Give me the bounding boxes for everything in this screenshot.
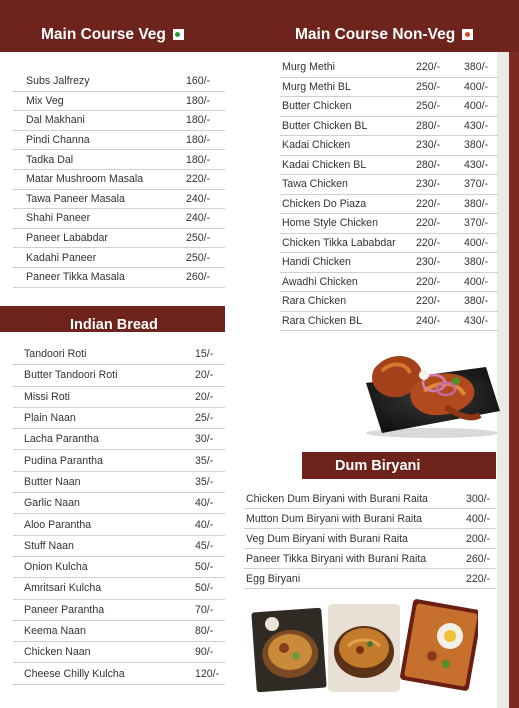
- item-price: 20/-: [195, 369, 214, 382]
- bread-menu-row: [13, 450, 225, 471]
- item-price: 260/-: [186, 271, 211, 284]
- biryani-menu-list: [244, 489, 496, 589]
- item-price: 400/-: [464, 275, 489, 288]
- veg-menu-row: [13, 248, 225, 268]
- item-price: 240/-: [186, 192, 211, 205]
- veg-section-title: [41, 26, 184, 44]
- item-price: 230/-: [416, 256, 441, 269]
- item-price: 430/-: [464, 314, 489, 327]
- biryani-photo-2: [328, 604, 400, 692]
- item-name: Cheese Chilly Kulcha: [24, 667, 125, 680]
- item-name: Butter Tandoori Roti: [24, 369, 118, 382]
- item-price: 160/-: [186, 75, 211, 88]
- veg-menu-row: [13, 92, 225, 112]
- item-price: 370/-: [464, 217, 489, 230]
- item-price: 380/-: [464, 139, 489, 152]
- item-price: 40/-: [195, 497, 214, 510]
- biryani-menu-row: [244, 549, 496, 569]
- item-price: 230/-: [416, 139, 441, 152]
- nonveg-menu-row: [280, 97, 498, 117]
- item-price: 220/-: [416, 275, 441, 288]
- bread-menu-row: [13, 387, 225, 408]
- item-name: Aloo Parantha: [24, 518, 92, 531]
- nonveg-section-title: [295, 26, 473, 44]
- veg-menu-row: [13, 150, 225, 170]
- item-price: 220/-: [416, 236, 441, 249]
- bread-menu-row: [13, 557, 225, 578]
- nonveg-menu-list: [280, 58, 498, 331]
- item-price: 220/-: [466, 572, 491, 585]
- bread-menu-row: [13, 514, 225, 535]
- item-price: 380/-: [464, 295, 489, 308]
- item-name: Paneer Tikka Biryani with Burani Raita: [246, 552, 427, 565]
- bread-menu-list: [13, 344, 225, 685]
- item-name: Dal Makhani: [26, 114, 85, 127]
- item-name: Veg Dum Biryani with Burani Raita: [246, 532, 408, 545]
- item-name: Kadahi Paneer: [26, 251, 97, 264]
- item-price: 45/-: [195, 539, 214, 552]
- nonveg-menu-row: [280, 117, 498, 137]
- item-price: 180/-: [186, 134, 211, 147]
- item-name: Rara Chicken BL: [282, 314, 363, 327]
- bread-section-title: Indian Bread: [70, 317, 158, 333]
- bread-menu-row: [13, 663, 225, 684]
- item-name: Egg Biryani: [246, 572, 301, 585]
- veg-menu-row: [13, 111, 225, 131]
- item-price: 280/-: [416, 158, 441, 171]
- item-price: 250/-: [186, 232, 211, 245]
- biryani-photo-1: [251, 608, 326, 693]
- item-price: 250/-: [186, 251, 211, 264]
- item-name: Lacha Parantha: [24, 433, 99, 446]
- item-price: 380/-: [464, 256, 489, 269]
- item-name: Keema Naan: [24, 625, 86, 637]
- item-name: Matar Mushroom Masala: [26, 173, 144, 186]
- nonveg-menu-row: [280, 292, 498, 312]
- item-name: Chicken Do Piaza: [282, 197, 367, 210]
- page-edge-strip: [509, 52, 519, 708]
- item-name: Murg Methi BL: [282, 80, 351, 93]
- item-name: Missi Roti: [24, 390, 70, 403]
- item-name: Stuff Naan: [24, 539, 74, 552]
- item-name: Rara Chicken: [282, 295, 347, 308]
- item-price: 220/-: [416, 217, 441, 230]
- veg-menu-row: [13, 268, 225, 288]
- bread-menu-row: [13, 429, 225, 450]
- biryani-section-title: Dum Biryani: [335, 458, 421, 474]
- item-price: 230/-: [416, 178, 441, 191]
- item-price: 400/-: [464, 100, 489, 113]
- biryani-menu-row: [244, 489, 496, 509]
- item-price: 180/-: [186, 94, 211, 107]
- item-price: 400/-: [464, 80, 489, 93]
- item-price: 300/-: [466, 492, 491, 505]
- item-name: Tandoori Roti: [24, 348, 87, 361]
- item-name: Home Style Chicken: [282, 217, 378, 230]
- veg-symbol-icon: [173, 29, 184, 40]
- item-name: Paneer Parantha: [24, 603, 105, 616]
- item-name: Butter Naan: [24, 475, 81, 488]
- item-price: 20/-: [195, 390, 214, 403]
- item-price: 120/-: [195, 667, 220, 680]
- veg-menu-list: [13, 72, 225, 288]
- veg-menu-row: [13, 170, 225, 190]
- item-price: 250/-: [416, 80, 441, 93]
- biryani-photos: [250, 598, 478, 698]
- bread-menu-row: [13, 472, 225, 493]
- item-name: Shahi Paneer: [26, 212, 91, 225]
- item-name: Chicken Naan: [24, 646, 91, 659]
- item-name: Tawa Chicken: [282, 178, 348, 191]
- item-price: 220/-: [416, 295, 441, 308]
- item-name: Butter Chicken BL: [282, 119, 368, 132]
- item-name: Pindi Channa: [26, 134, 90, 147]
- item-price: 430/-: [464, 119, 489, 132]
- item-name: Handi Chicken: [282, 256, 351, 269]
- nonveg-title-text: Main Course Non-Veg: [295, 26, 456, 43]
- item-name: Pudina Parantha: [24, 454, 103, 467]
- item-price: 70/-: [195, 603, 214, 616]
- item-name: Awadhi Chicken: [282, 275, 358, 288]
- bread-menu-row: [13, 493, 225, 514]
- item-price: 370/-: [464, 178, 489, 191]
- biryani-photo-3: [399, 599, 478, 692]
- item-price: 40/-: [195, 518, 214, 531]
- item-price: 240/-: [416, 314, 441, 327]
- nonveg-menu-row: [280, 175, 498, 195]
- biryani-menu-row: [244, 529, 496, 549]
- item-price: 280/-: [416, 119, 441, 132]
- veg-menu-row: [13, 131, 225, 151]
- bread-menu-row: [13, 578, 225, 599]
- item-name: Garlic Naan: [24, 497, 80, 510]
- item-name: Paneer Lababdar: [26, 232, 108, 245]
- nonveg-menu-row: [280, 156, 498, 176]
- item-name: Tadka Dal: [26, 153, 74, 166]
- item-price: 380/-: [464, 61, 489, 74]
- item-price: 180/-: [186, 153, 211, 166]
- biryani-menu-row: [244, 509, 496, 529]
- item-price: 50/-: [195, 561, 214, 574]
- veg-menu-row: [13, 190, 225, 210]
- bread-menu-row: [13, 600, 225, 621]
- biryani-menu-row: [244, 569, 496, 589]
- nonveg-menu-row: [280, 312, 498, 332]
- item-name: Kadai Chicken: [282, 139, 351, 152]
- nonveg-symbol-icon: [462, 29, 473, 40]
- item-name: Murg Methi: [282, 61, 335, 74]
- item-name: Paneer Tikka Masala: [26, 271, 125, 284]
- nonveg-menu-row: [280, 58, 498, 78]
- item-name: Plain Naan: [24, 412, 76, 425]
- item-price: 50/-: [195, 582, 214, 595]
- bread-section-header: [0, 306, 225, 332]
- item-price: 90/-: [195, 646, 214, 659]
- tandoori-chicken-photo: [354, 345, 504, 439]
- item-price: 180/-: [186, 114, 211, 127]
- bread-menu-row: [13, 536, 225, 557]
- veg-title-text: Main Course Veg: [41, 26, 166, 43]
- item-price: 430/-: [464, 158, 489, 171]
- nonveg-menu-row: [280, 136, 498, 156]
- item-name: Kadai Chicken BL: [282, 158, 367, 171]
- veg-menu-row: [13, 229, 225, 249]
- item-price: 400/-: [464, 236, 489, 249]
- item-name: Mix Veg: [26, 94, 64, 107]
- item-price: 30/-: [195, 433, 214, 446]
- item-name: Chicken Tikka Lababdar: [282, 236, 396, 249]
- bread-menu-row: [13, 642, 225, 663]
- item-name: Butter Chicken: [282, 100, 352, 113]
- item-price: 240/-: [186, 212, 211, 225]
- bread-menu-row: [13, 344, 225, 365]
- bread-menu-row: [13, 621, 225, 642]
- item-price: 35/-: [195, 475, 214, 488]
- item-name: Subs Jalfrezy: [26, 75, 90, 88]
- item-price: 260/-: [466, 552, 491, 565]
- bread-menu-row: [13, 365, 225, 386]
- item-price: 220/-: [416, 197, 441, 210]
- item-name: Onion Kulcha: [24, 561, 88, 574]
- item-price: 400/-: [466, 512, 491, 525]
- item-name: Mutton Dum Biryani with Burani Raita: [246, 512, 423, 525]
- nonveg-menu-row: [280, 195, 498, 215]
- item-price: 35/-: [195, 454, 214, 467]
- item-name: Amritsari Kulcha: [24, 582, 102, 595]
- item-price: 220/-: [186, 173, 211, 186]
- biryani-section-header: [302, 452, 496, 479]
- item-price: 25/-: [195, 412, 214, 425]
- header-band: [0, 0, 519, 52]
- nonveg-menu-row: [280, 253, 498, 273]
- nonveg-menu-row: [280, 234, 498, 254]
- nonveg-menu-row: [280, 78, 498, 98]
- nonveg-menu-row: [280, 214, 498, 234]
- bread-menu-row: [13, 408, 225, 429]
- item-price: 200/-: [466, 532, 491, 545]
- veg-menu-row: [13, 72, 225, 92]
- item-price: 380/-: [464, 197, 489, 210]
- nonveg-menu-row: [280, 273, 498, 293]
- item-price: 80/-: [195, 625, 214, 637]
- veg-menu-row: [13, 209, 225, 229]
- item-price: 15/-: [195, 348, 214, 361]
- item-name: Tawa Paneer Masala: [26, 192, 125, 205]
- item-name: Chicken Dum Biryani with Burani Raita: [246, 492, 428, 505]
- item-price: 250/-: [416, 100, 441, 113]
- item-price: 220/-: [416, 61, 441, 74]
